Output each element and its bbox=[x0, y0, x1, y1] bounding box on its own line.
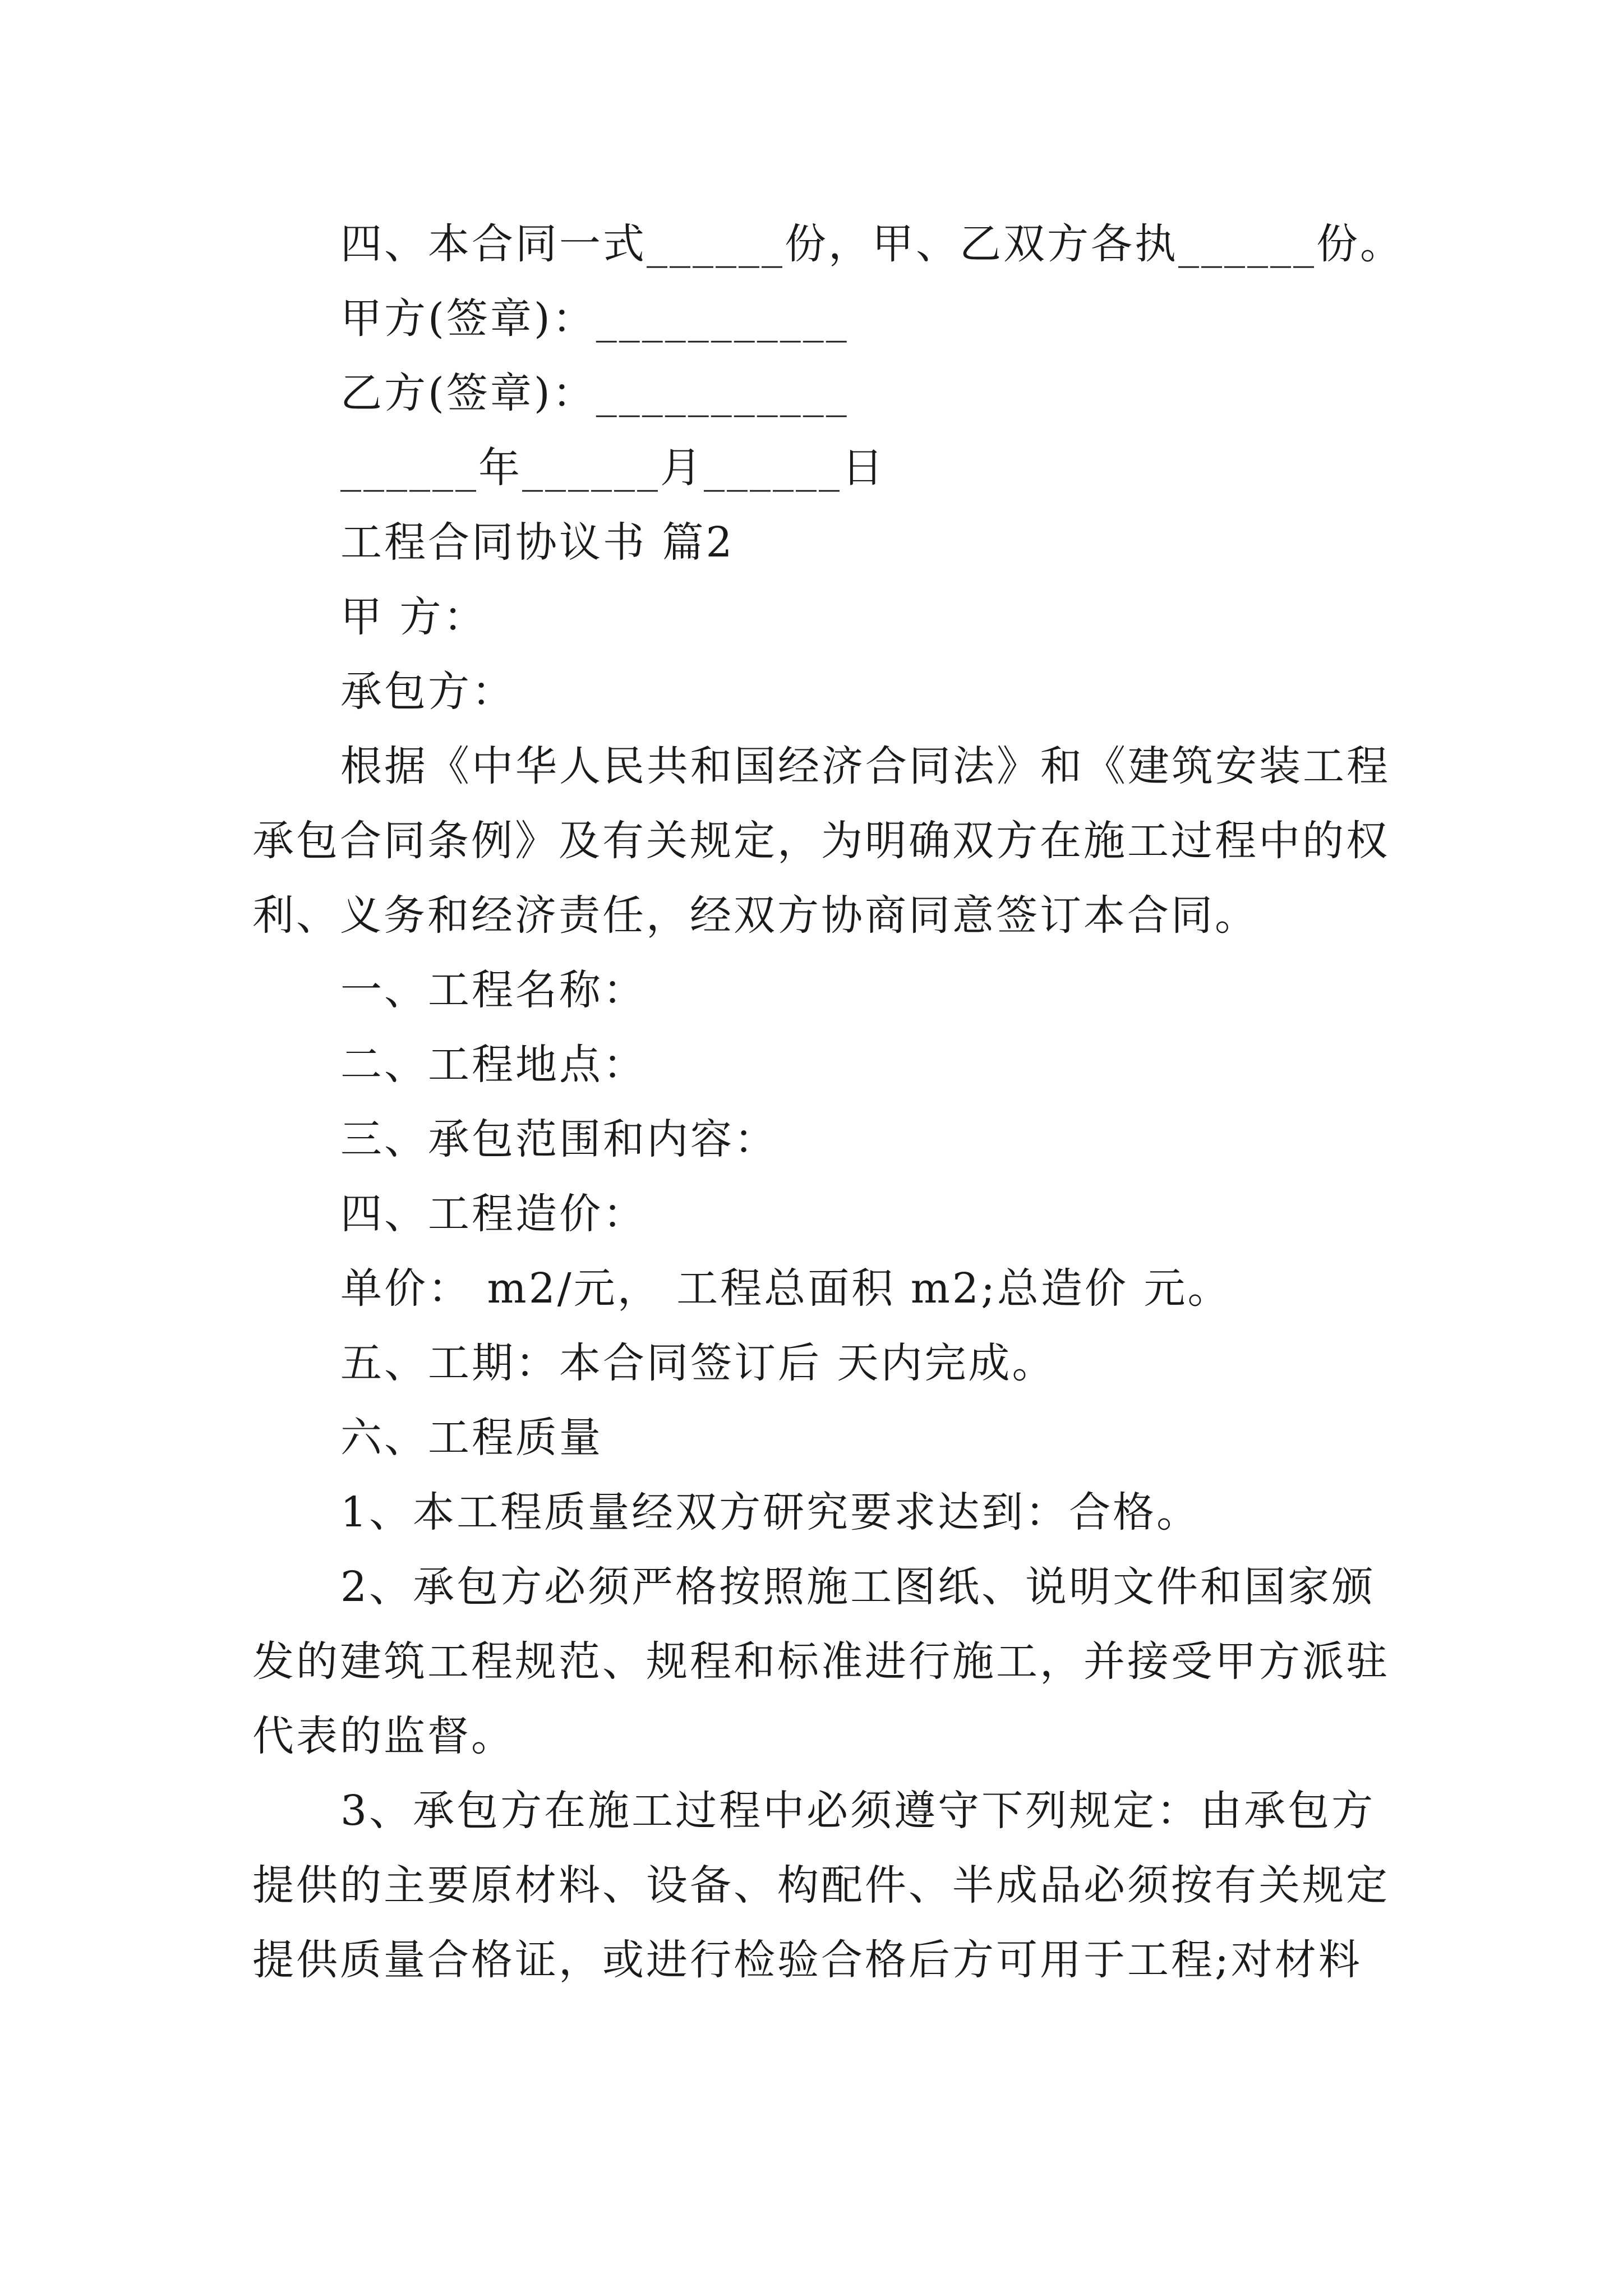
party-a-label: 甲 方： bbox=[340, 593, 487, 641]
clause-quality: 六、工程质量 bbox=[340, 1414, 603, 1462]
intro-paragraph-line-3: 利、义务和经济责任，经双方协商同意签订本合同。 bbox=[252, 891, 1258, 940]
party-b-signature: 乙方(签章)：___________ bbox=[340, 369, 849, 417]
quality-item-3-line-3: 提供质量合格证，或进行检验合格后方可用于工程;对材料 bbox=[252, 1936, 1362, 1984]
clause-scope: 三、承包范围和内容： bbox=[340, 1115, 778, 1163]
clause-project-name: 一、工程名称： bbox=[340, 966, 647, 1014]
clause-project-location: 二、工程地点： bbox=[340, 1041, 647, 1089]
quality-item-2-line-2: 发的建筑工程规范、规程和标准进行施工，并接受甲方派驻 bbox=[252, 1637, 1390, 1686]
clause-schedule: 五、工期：本合同签订后 天内完成。 bbox=[340, 1339, 1056, 1387]
party-a-signature: 甲方(签章)：___________ bbox=[340, 295, 849, 343]
intro-paragraph-line-1: 根据《中华人民共和国经济合同法》和《建筑安装工程 bbox=[340, 742, 1390, 790]
quality-item-2-line-1: 2、承包方必须严格按照施工图纸、说明文件和国家颁 bbox=[340, 1563, 1376, 1611]
quality-item-2-line-3: 代表的监督。 bbox=[252, 1712, 515, 1760]
clause-unit-price: 单价： m2/元， 工程总面积 m2;总造价 元。 bbox=[340, 1264, 1232, 1313]
quality-item-3-line-2: 提供的主要原材料、设备、构配件、半成品必须按有关规定 bbox=[252, 1861, 1390, 1910]
clause-copies: 四、本合同一式______份，甲、乙双方各执______份。 bbox=[340, 220, 1404, 268]
intro-paragraph-line-2: 承包合同条例》及有关规定，为明确双方在施工过程中的权 bbox=[252, 817, 1390, 865]
quality-item-1: 1、本工程质量经双方研究要求达到：合格。 bbox=[340, 1488, 1201, 1536]
section-title: 工程合同协议书 篇2 bbox=[340, 518, 735, 567]
clause-cost: 四、工程造价： bbox=[340, 1190, 647, 1238]
contractor-label: 承包方： bbox=[340, 668, 515, 716]
quality-item-3-line-1: 3、承包方在施工过程中必须遵守下列规定：由承包方 bbox=[340, 1787, 1376, 1835]
signature-date: ______年______月______日 bbox=[340, 444, 886, 492]
